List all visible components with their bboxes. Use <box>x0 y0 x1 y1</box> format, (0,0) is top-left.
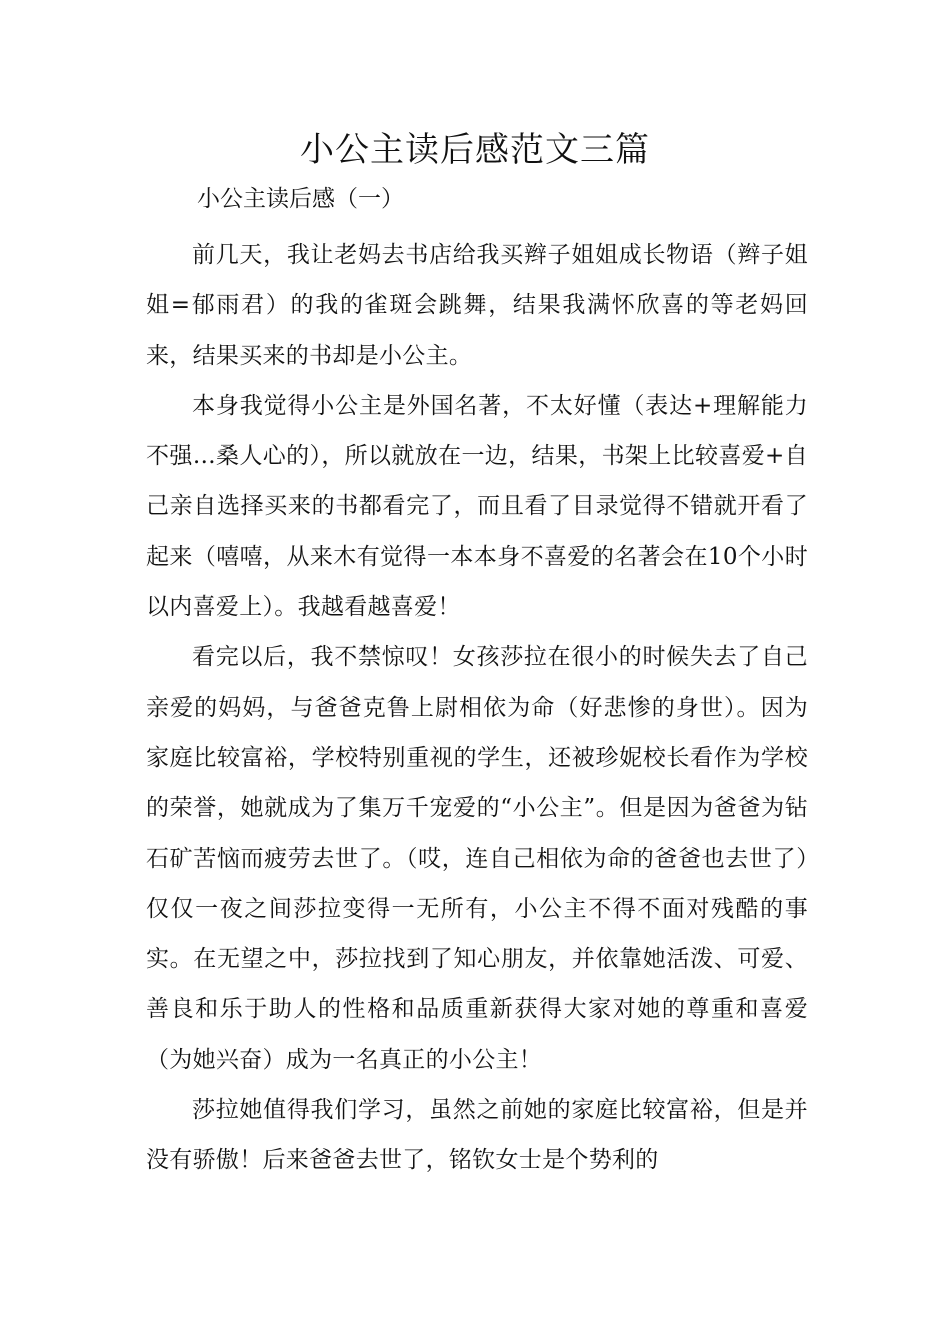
section-heading: 小公主读后感（一） <box>197 186 404 212</box>
document-body <box>146 230 808 1186</box>
document-title: 小公主读后感范文三篇 <box>300 130 650 170</box>
paragraph: 看完以后，我不禁惊叹！女孩莎拉在很小的时候失去了自己亲爱的妈妈，与爸爸克鲁上尉相依为命（好悲惨的身世）。因为家庭比较富裕，学校特别重视的学生，还被珍妮校长看作为学校的荣誉，她就成为了集万千宠爱的“小公主”。但是因为爸爸为钻石矿苦恼而疲劳去世了。（哎，连自己相依为命的爸爸也去世了）仅仅一夜之间莎拉变得一无所有，小公主不得不面对残酷的事实。在无望之中，莎拉找到了知心朋友，并依靠她活泼、可爱、善良和乐于助人的性格和品质重新获得大家对她的尊重和喜爱（为她兴奋）成为一名真正的小公主！ <box>146 644 808 1073</box>
paragraph: 前几天，我让老妈去书店给我买辫子姐姐成长物语（辫子姐姐=郁雨君）的我的雀斑会跳舞，结果我满怀欣喜的等老妈回来，结果买来的书却是小公主。 <box>146 242 808 369</box>
paragraph: 本身我觉得小公主是外国名著，不太好懂（表达+理解能力不强…桑人心的），所以就放在一边，结果，书架上比较喜爱+自己亲自选择买来的书都看完了，而且看了目录觉得不错就开看了起来（嘻嘻，从来木有觉得一本本身不喜爱的名著会在10个小时以内喜爱上）。我越看越喜爱！ <box>146 392 808 621</box>
paragraph: 莎拉她值得我们学习，虽然之前她的家庭比较富裕，但是并没有骄傲！后来爸爸去世了，铭钦女士是个势利的 <box>146 1097 808 1174</box>
